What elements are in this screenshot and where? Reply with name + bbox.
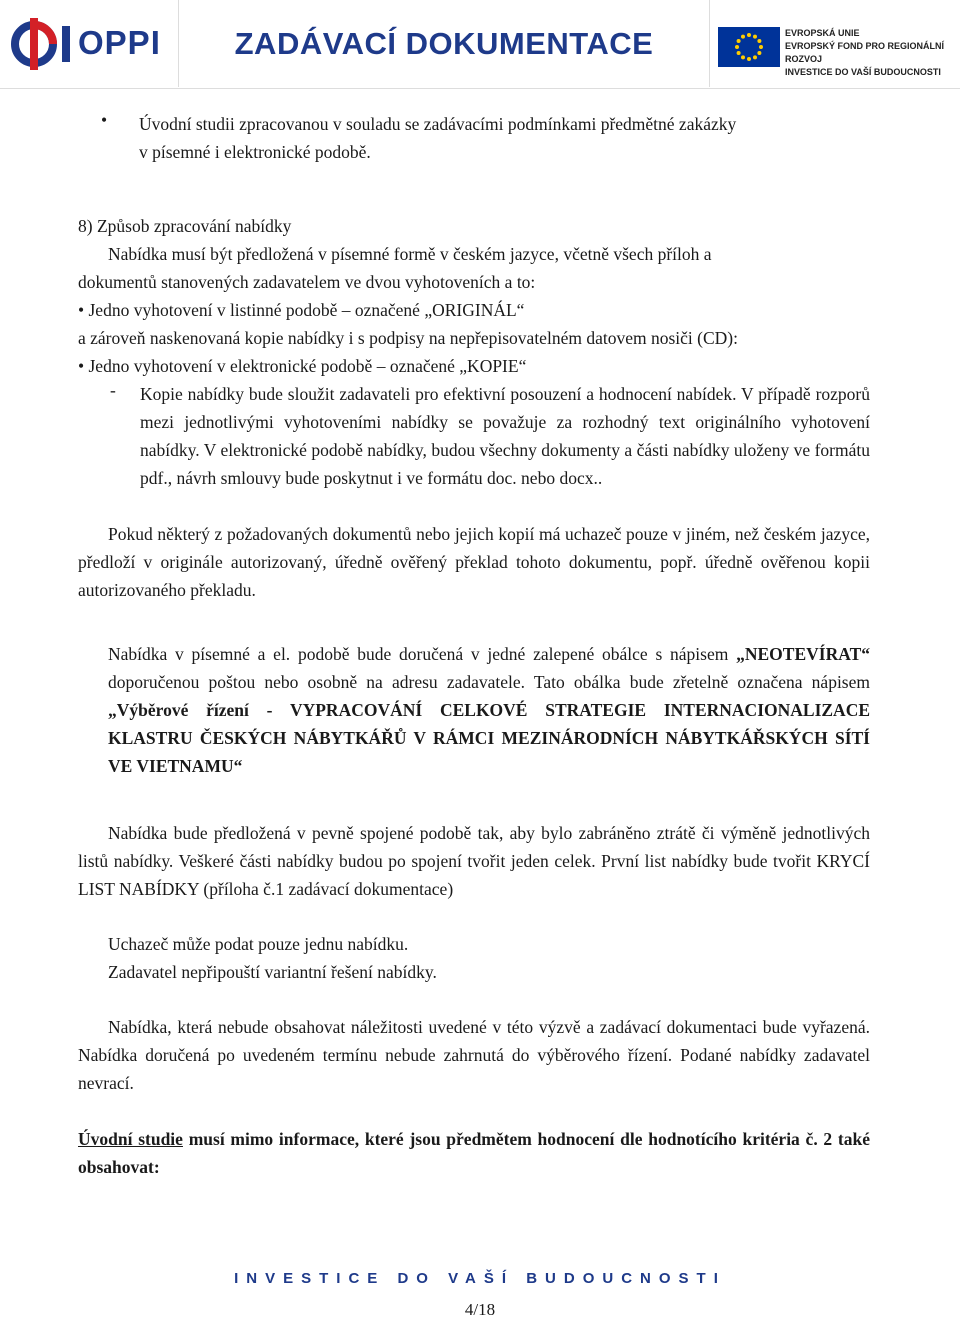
eu-line: EVROPSKÁ UNIE — [785, 28, 860, 38]
paragraph-rejected: Nabídka, která nebude obsahovat náležitosti uvedené v této výzvě a zadávací dokumentaci bude vyřazená. Nabídka doručená po uvedeném termínu nebude zahrnutá do výběrového řízení. Podané nabídky zadavatel nevrací. — [78, 1017, 870, 1093]
paragraph-translation: Pokud některý z požadovaných dokumentů nebo jejich kopií má uchazeč pouze v jiném, než českém jazyce, předloží v originále autorizovaný, úředně ověřený překlad tohoto dokumentu, popř. úředně ověřenou kopii autorizovaného překladu. — [78, 524, 870, 600]
no-variant-line: Zadavatel nepřipouští variantní řešení nabídky. — [108, 962, 437, 982]
bullet-icon: • — [101, 110, 108, 130]
dash-symbol: - — [110, 380, 116, 400]
envelope-text: doporučenou poštou nebo osobně na adresu zadavatele. Tato obálka bude zřetelně označena nápisem — [108, 672, 870, 692]
one-offer-line: Uchazeč může podat pouze jednu nabídku. — [108, 934, 409, 954]
paragraph-envelope — [78, 640, 870, 780]
envelope-label-neoteviraht: „NEOTEVÍRAT“ — [736, 644, 870, 664]
final-underlined: Úvodní studie — [78, 1129, 183, 1149]
logo-text: OPPI — [78, 24, 161, 61]
intro-line: dokumentů stanovených zadavatelem ve dvou vyhotoveních a to: — [78, 272, 536, 292]
envelope-label-title: „Výběrové řízení - VYPRACOVÁNÍ CELKOVÉ STRATEGIE INTERNACIONALIZACE KLASTRU ČESKÝCH NÁBYTKÁŘŮ V RÁMCI MEZINÁRODNÍCH NÁBYTKÁŘSKÝCH SÍTÍ VE VIETNAMU“ — [108, 700, 870, 776]
copy-scan-line: a zároveň naskenovaná kopie nabídky i s podpisy na nepřepisovatelném datovem nosiči (CD): — [78, 328, 738, 348]
bullet-item — [78, 110, 870, 166]
copy-original-line: • Jedno vyhotovení v listinné podobě – označené „ORIGINÁL“ — [78, 300, 525, 320]
eu-line: INVESTICE DO VAŠÍ BUDOUCNOSTI — [785, 67, 941, 77]
bullet-text-line2: v písemné i elektronické podobě. — [139, 142, 371, 162]
document-title: ZADÁVACÍ DOKUMENTACE — [234, 25, 654, 61]
header-title-cell — [179, 0, 710, 87]
copy-electronic-line: • Jedno vyhotovení v elektronické podobě – označené „KOPIE“ — [78, 356, 527, 376]
eu-text-block — [785, 27, 960, 79]
eu-logo — [710, 0, 960, 87]
final-paragraph — [78, 1125, 870, 1181]
page-number: 4/18 — [464, 1300, 496, 1319]
oppi-logo-icon — [8, 18, 74, 70]
envelope-text: Nabídka v písemné a el. podobě bude doručená v jedné zalepené obálce s nápisem — [108, 644, 737, 664]
document-body — [78, 110, 870, 1181]
oppi-logo — [0, 0, 179, 87]
footer-slogan: INVESTICE DO VAŠÍ BUDOUCNOSTI — [234, 1270, 726, 1287]
paragraph-bound: Nabídka bude předložená v pevně spojené podobě tak, aby bylo zabráněno ztrátě či výměně jednotlivých listů nabídky. Veškeré části nabídky budou po spojení tvořit jeden celek. První list nabídky bude tvořit KRYCÍ LIST NABÍDKY (příloha č.1 zadávací dokumentace) — [78, 823, 870, 899]
document-header — [0, 0, 960, 89]
dash-text: Kopie nabídky bude sloužit zadavateli pro efektivní posouzení a hodnocení nabídek. V případě rozporů mezi jednotlivými vyhotoveními nabídky se považuje za rozhodný text originálního vyhotovení nabídky. V elektronické podobě nabídky, budou všechny dokumenty a části nabídky uloženy ve formátu pdf., návrh smlouvy bude poskytnut i ve formátu doc. nebo docx.. — [140, 384, 870, 488]
intro-line: Nabídka musí být předložená v písemné formě v českém jazyce, včetně všech příloh a — [108, 244, 712, 264]
dash-item — [78, 380, 870, 492]
eu-flag-icon — [718, 27, 780, 67]
section-heading: 8) Způsob zpracování nabídky — [78, 216, 292, 236]
bullet-text-line1: Úvodní studii zpracovanou v souladu se zadávacími podmínkami předmětné zakázky — [139, 114, 737, 134]
eu-line: EVROPSKÝ FOND PRO REGIONÁLNÍ ROZVOJ — [785, 41, 945, 64]
final-rest: musí mimo informace, které jsou předmětem hodnocení dle hodnotícího kritéria č. 2 také obsahovat: — [78, 1129, 870, 1177]
